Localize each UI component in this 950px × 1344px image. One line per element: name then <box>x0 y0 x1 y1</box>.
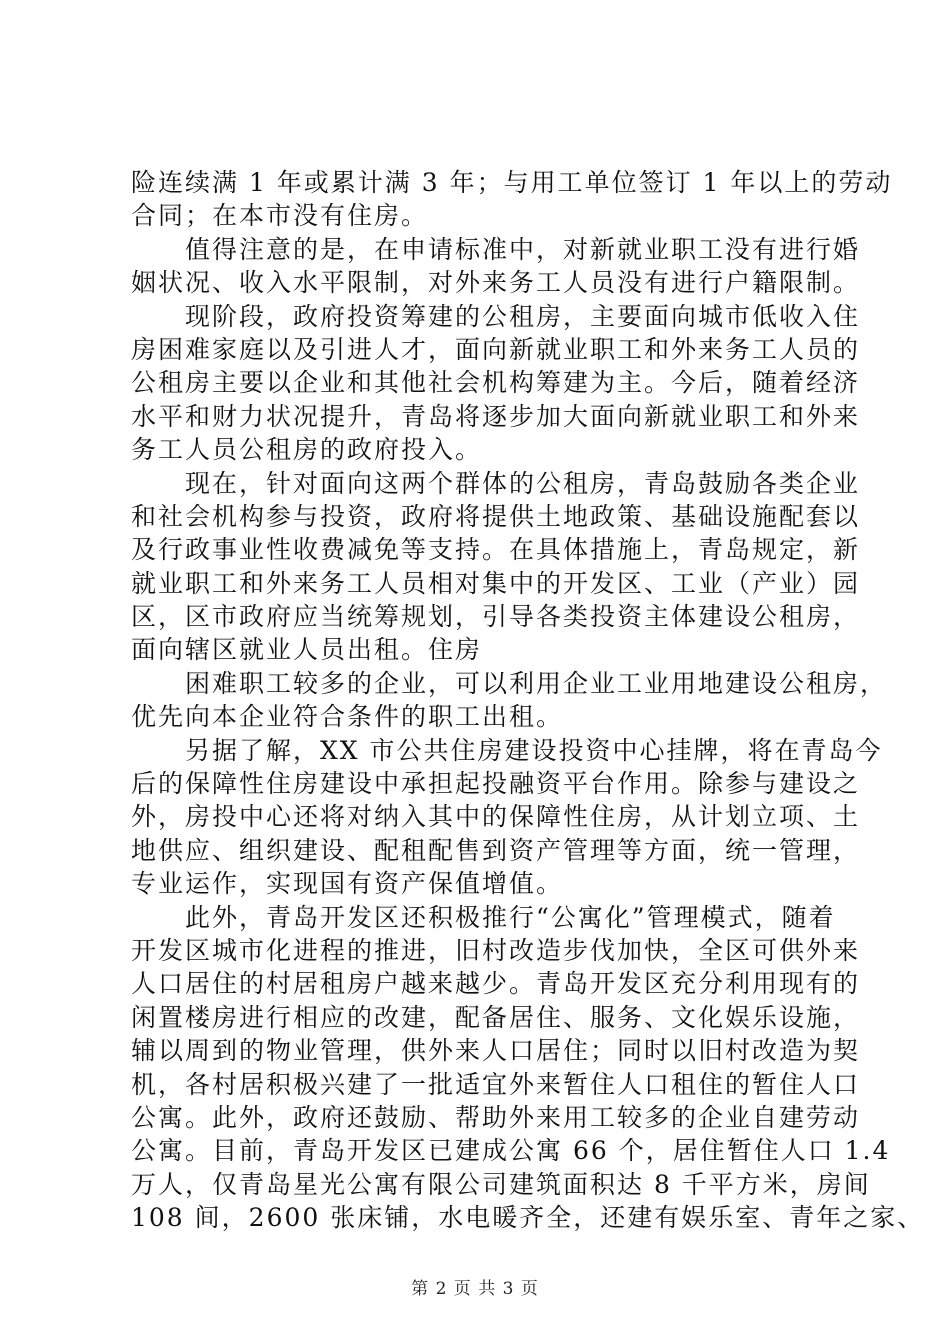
text-line: 险连续满 1 年或累计满 3 年；与用工单位签订 1 年以上的劳动 <box>131 168 893 197</box>
text-line: 水平和财力状况提升，青岛将逐步加大面向新就业职工和外来 <box>131 401 861 431</box>
text-line: 公寓。此外，政府还鼓励、帮助外来用工较多的企业自建劳动 <box>131 1102 861 1132</box>
text-line: 此外，青岛开发区还积极推行“公寓化”管理模式，随着 <box>185 902 836 932</box>
text-line: 闲置楼房进行相应的改建，配备居住、服务、文化娱乐设施， <box>131 1002 861 1032</box>
text-line: 专业运作，实现国有资产保值增值。 <box>131 869 564 899</box>
text-line: 值得注意的是，在申请标准中，对新就业职工没有进行婚 <box>185 234 861 264</box>
document-body <box>131 166 925 1235</box>
text-line: 区，区市政府应当统筹规划，引导各类投资主体建设公租房， <box>131 602 861 632</box>
page-footer: 第 2 页 共 3 页 <box>411 1279 539 1299</box>
text-line: 地供应、组织建设、配租配售到资产管理等方面，统一管理， <box>131 835 861 865</box>
text-line: 机，各村居积极兴建了一批适宜外来暂住人口租住的暂住人口 <box>131 1069 861 1099</box>
text-line: 现阶段，政府投资筹建的公租房，主要面向城市低收入住 <box>185 301 861 331</box>
text-line: 姻状况、收入水平限制，对外来务工人员没有进行户籍限制。 <box>131 268 861 298</box>
text-line: 外，房投中心还将对纳入其中的保障性住房，从计划立项、土 <box>131 802 861 832</box>
text-line: 108 间，2600 张床铺，水电暖齐全，还建有娱乐室、青年之家、 <box>131 1203 925 1233</box>
text-line: 就业职工和外来务工人员相对集中的开发区、工业（产业）园 <box>131 568 861 598</box>
text-line: 优先向本企业符合条件的职工出租。 <box>131 702 564 732</box>
text-line: 万人，仅青岛星光公寓有限公司建筑面积达 8 千平方米，房间 <box>131 1169 871 1199</box>
text-line: 房困难家庭以及引进人才，面向新就业职工和外来务工人员的 <box>131 334 861 364</box>
text-line: 公租房主要以企业和其他社会机构筹建为主。今后，随着经济 <box>131 368 861 398</box>
text-line: 面向辖区就业人员出租。住房 <box>131 635 483 665</box>
text-line: 和社会机构参与投资，政府将提供土地政策、基础设施配套以 <box>131 501 861 531</box>
text-line: 后的保障性住房建设中承担起投融资平台作用。除参与建设之 <box>131 769 861 799</box>
text-line: 务工人员公租房的政府投入。 <box>131 435 483 465</box>
text-line: 合同；在本市没有住房。 <box>131 201 429 231</box>
text-line: 现在，针对面向这两个群体的公租房，青岛鼓励各类企业 <box>185 468 861 498</box>
text-line: 及行政事业性收费减免等支持。在具体措施上，青岛规定，新 <box>131 535 861 565</box>
text-line: 另据了解，XX 市公共住房建设投资中心挂牌，将在青岛今 <box>185 735 883 765</box>
text-line: 辅以周到的物业管理，供外来人口居住；同时以旧村改造为契 <box>131 1036 861 1066</box>
text-line: 人口居住的村居租房户越来越少。青岛开发区充分利用现有的 <box>131 969 861 999</box>
text-line: 公寓。目前，青岛开发区已建成公寓 66 个，居住暂住人口 1.4 <box>131 1136 891 1166</box>
text-line: 困难职工较多的企业，可以利用企业工业用地建设公租房， <box>185 668 888 698</box>
text-line: 开发区城市化进程的推进，旧村改造步伐加快，全区可供外来 <box>131 935 861 965</box>
